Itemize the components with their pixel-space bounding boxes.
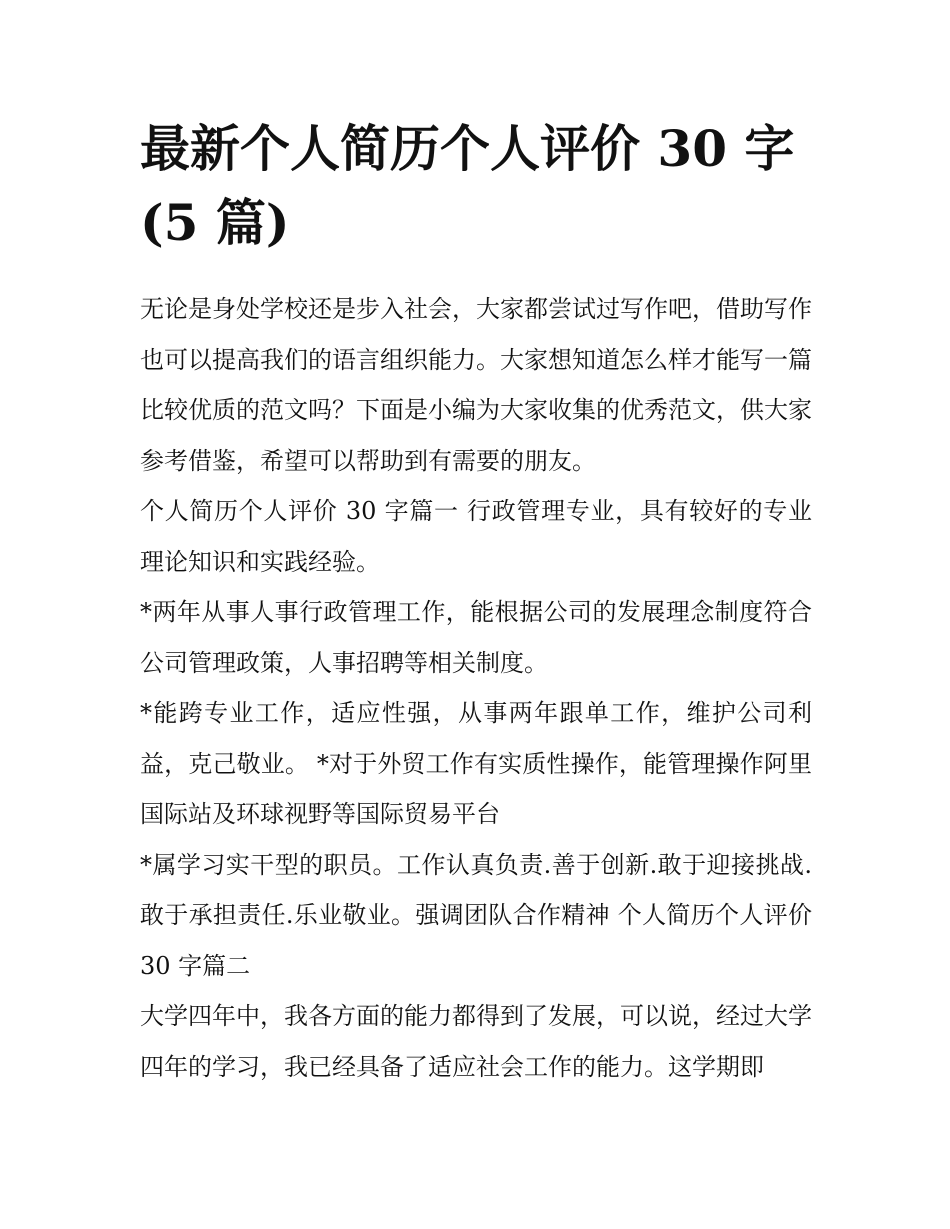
paragraph-intro: 无论是身处学校还是步入社会，大家都尝试过写作吧，借助写作也可以提高我们的语言组织能力。大家想知道怎么样才能写一篇比较优质的范文吗？下面是小编为大家收集的优秀范文，供大家参考借鉴，希望可以帮助到有需要的朋友。 [140,295,812,475]
paragraph-section-two: 大学四年中，我各方面的能力都得到了发展，可以说，经过大学四年的学习，我已经具备了适应社会工作的能力。这学期即 [140,1002,812,1081]
paragraph-bullet-admin: *两年从事人事行政管理工作，能根据公司的发展理念制度符合公司管理政策，人事招聘等相关制度。 [140,598,812,677]
document-title: 最新个人简历个人评价 30 字(5 篇) [140,119,795,252]
paragraph-bullet-crossfield: *能跨专业工作，适应性强，从事两年跟单工作，维护公司利益，克己敬业。 *对于外贸工作有实质性操作，能管理操作阿里国际站及环球视野等国际贸易平台 [140,699,812,828]
paragraph-bullet-learner: *属学习实干型的职员。工作认真负责.善于创新.敢于迎接挑战.敢于承担责任.乐业敬业。强调团队合作精神 个人简历个人评价 30 字篇二 [140,850,812,980]
document-page [140,112,812,1092]
paragraph-section-one: 个人简历个人评价 30 字篇一 行政管理专业，具有较好的专业理论知识和实践经验。 [140,497,812,576]
document-body [140,284,812,1092]
